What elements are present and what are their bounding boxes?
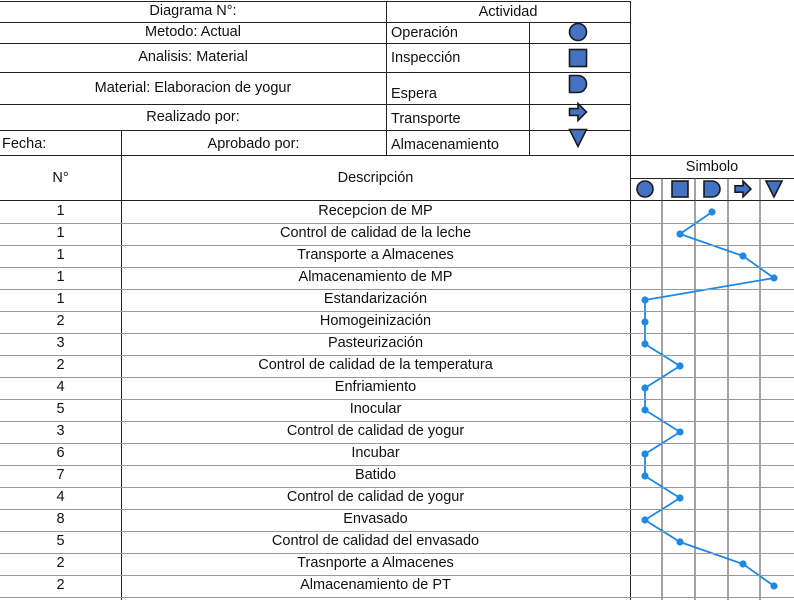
- legend-label-inspeccion: Inspección: [391, 50, 461, 66]
- row-number: 4: [56, 379, 65, 395]
- row-divider: [0, 355, 794, 356]
- square-icon: [672, 181, 688, 197]
- row-divider: [0, 223, 794, 224]
- col-header-symbol: Simbolo: [685, 159, 739, 175]
- flow-point: [641, 296, 648, 303]
- row-number: 1: [56, 269, 65, 285]
- row-number: 1: [56, 291, 65, 307]
- triangle-down-icon: [766, 181, 782, 197]
- row-divider: [0, 575, 794, 576]
- arrow-right-icon: [570, 104, 587, 121]
- row-description: Almacenamiento de MP: [298, 269, 453, 285]
- row-description: Recepcion de MP: [318, 203, 433, 219]
- legend-label-transporte: Transporte: [391, 111, 461, 127]
- row-number: 6: [56, 445, 65, 461]
- row-description: Incubar: [351, 445, 400, 461]
- row-number: 3: [56, 335, 65, 351]
- flow-point: [641, 516, 648, 523]
- flow-point: [676, 538, 683, 545]
- flow-point: [641, 318, 648, 325]
- flow-point: [641, 384, 648, 391]
- row-description: Control de calidad de la temperatura: [258, 357, 493, 373]
- row-divider: [0, 377, 794, 378]
- flow-point: [676, 230, 683, 237]
- row-divider: [0, 509, 794, 510]
- row-description: Transporte a Almacenes: [297, 247, 454, 263]
- row-divider: [0, 597, 794, 598]
- realizado-label: Realizado por:: [146, 109, 240, 125]
- flow-point: [739, 252, 746, 259]
- row-divider: [0, 333, 794, 334]
- flow-point: [739, 560, 746, 567]
- flow-point: [641, 406, 648, 413]
- row-divider: [0, 531, 794, 532]
- row-description: Trasnporte a Almacenes: [297, 555, 454, 571]
- flow-point: [676, 494, 683, 501]
- flow-point: [770, 274, 777, 281]
- row-divider: [0, 289, 794, 290]
- aprobado-label: Aprobado por:: [207, 136, 300, 152]
- row-number: 4: [56, 489, 65, 505]
- diagrama-label: Diagrama N°:: [149, 3, 237, 19]
- circle-icon: [570, 24, 587, 41]
- d-shape-icon: [704, 181, 720, 197]
- row-description: Homogeinización: [319, 313, 432, 329]
- row-divider: [0, 245, 794, 246]
- circle-icon: [637, 181, 653, 197]
- row-number: 2: [56, 555, 65, 571]
- row-number: 3: [56, 423, 65, 439]
- metodo-label: Metodo: Actual: [145, 24, 241, 40]
- row-divider: [0, 487, 794, 488]
- flow-point: [676, 362, 683, 369]
- row-number: 1: [56, 203, 65, 219]
- row-description: Envasado: [343, 511, 408, 527]
- flow-point: [708, 208, 715, 215]
- row-divider: [0, 311, 794, 312]
- row-number: 5: [56, 533, 65, 549]
- legend-label-almacenamiento: Almacenamiento: [391, 137, 499, 153]
- col-header-num: N°: [52, 170, 69, 186]
- row-description: Batido: [354, 467, 397, 483]
- flow-point: [641, 340, 648, 347]
- row-description: Pasteurización: [327, 335, 424, 351]
- row-number: 7: [56, 467, 65, 483]
- row-description: Control de calidad de yogur: [286, 489, 465, 505]
- row-divider: [0, 553, 794, 554]
- row-description: Almacenamiento de PT: [300, 577, 451, 593]
- material-label: Material: Elaboracion de yogur: [94, 80, 292, 96]
- fecha-label: Fecha:: [2, 136, 47, 152]
- square-icon: [570, 50, 587, 67]
- row-description: Inocular: [349, 401, 402, 417]
- col-header-desc: Descripción: [337, 170, 414, 186]
- row-divider: [0, 421, 794, 422]
- row-description: Enfriamiento: [334, 379, 417, 395]
- row-description: Estandarización: [323, 291, 428, 307]
- row-description: Control de calidad de la leche: [279, 225, 472, 241]
- analisis-label: Analisis: Material: [138, 49, 248, 65]
- legend-label-operacion: Operación: [391, 25, 458, 41]
- legend-label-espera: Espera: [391, 86, 437, 102]
- row-divider: [0, 267, 794, 268]
- row-number: 1: [56, 225, 65, 241]
- row-divider: [0, 443, 794, 444]
- row-number: 8: [56, 511, 65, 527]
- actividad-title: Actividad: [478, 4, 538, 20]
- flow-point: [676, 428, 683, 435]
- row-description: Control de calidad de yogur: [286, 423, 465, 439]
- row-description: Control de calidad del envasado: [271, 533, 480, 549]
- flow-point: [641, 450, 648, 457]
- triangle-down-icon: [570, 130, 587, 147]
- row-number: 2: [56, 313, 65, 329]
- row-divider: [0, 465, 794, 466]
- d-shape-icon: [570, 76, 587, 93]
- row-number: 5: [56, 401, 65, 417]
- arrow-right-icon: [735, 181, 751, 197]
- row-number: 2: [56, 357, 65, 373]
- flow-point: [770, 582, 777, 589]
- flow-point: [641, 472, 648, 479]
- row-number: 2: [56, 577, 65, 593]
- row-divider: [0, 399, 794, 400]
- row-number: 1: [56, 247, 65, 263]
